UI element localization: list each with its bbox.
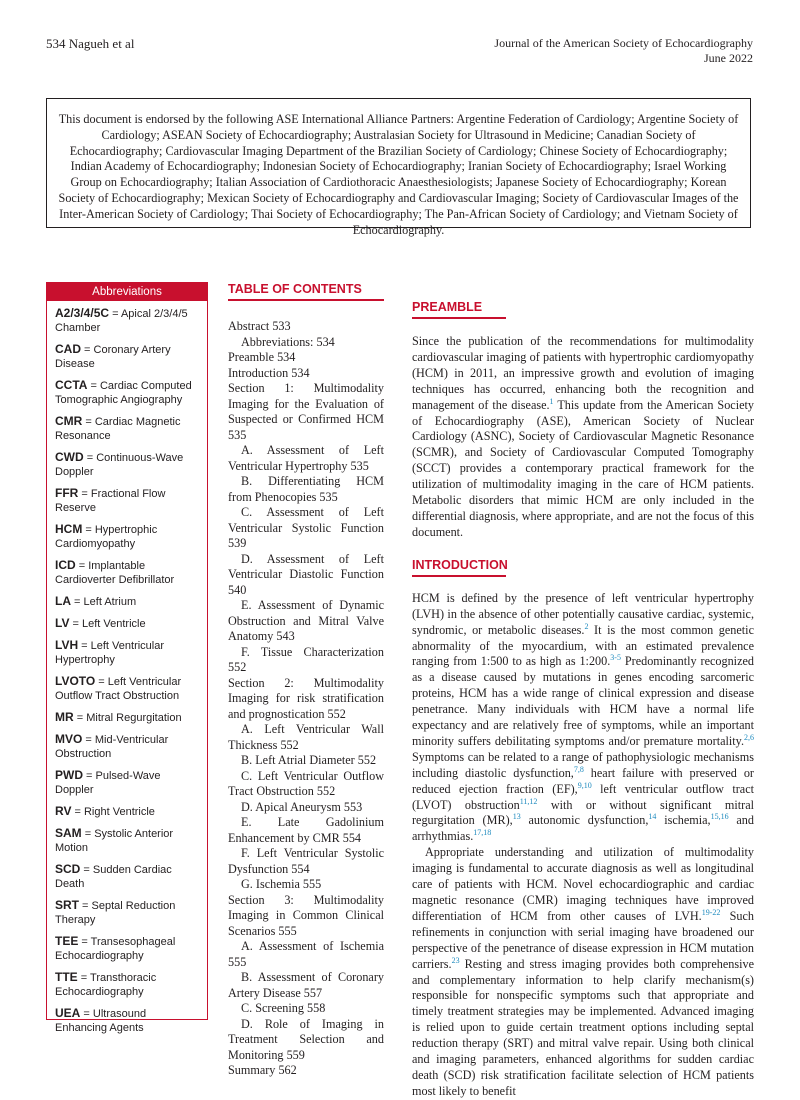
toc-item[interactable]: C. Assessment of Left Ventricular Systolic Function 539 (228, 505, 384, 550)
toc-item[interactable]: Introduction 534 (228, 365, 310, 380)
abbreviation-definition: = Systolic Anterior Motion (55, 828, 174, 854)
citation[interactable]: 19-22 (701, 907, 721, 917)
abbreviation-definition: = Mitral Regurgitation (73, 712, 182, 724)
abbreviation-item (55, 616, 201, 631)
toc-item[interactable]: E. Assessment of Dynamic Obstruction and Mitral Valve Anatomy 543 (228, 598, 384, 643)
abbreviation-item (55, 522, 201, 551)
abbreviation-term: MR (55, 710, 74, 724)
paragraph-text: and arrhythmias. (412, 813, 754, 844)
abbreviation-term: FFR (55, 486, 79, 500)
toc-item[interactable]: Section 1: Multimodality Imaging for the Evaluation of Suspected or Confirmed HCM 535 (228, 381, 384, 442)
toc-item[interactable]: Preamble 534 (228, 350, 296, 364)
paragraph-text: heart failure with preserved or reduced ejection fraction (EF), (412, 765, 754, 796)
abbreviation-item (55, 486, 201, 515)
paragraph-text: with or without significant mitral regurgitation (MR), (412, 797, 754, 828)
preamble-paragraph (412, 334, 754, 541)
abbreviation-item (55, 970, 201, 999)
citation[interactable]: 17,18 (473, 828, 492, 838)
abbreviation-item (55, 826, 201, 855)
abbreviation-item (55, 378, 201, 407)
citation[interactable]: 23 (451, 955, 460, 965)
toc-item[interactable]: D. Apical Aneurysm 553 (241, 799, 363, 814)
abbreviation-item (55, 1006, 201, 1035)
citation[interactable]: 1 (549, 396, 554, 406)
abbreviation-term: CMR (55, 414, 83, 428)
paragraph-text: ischemia, (656, 813, 711, 828)
paragraph-text: Resting and stress imaging provides both comprehensive and complementary information to help clarify mechanism(s) responsible for nonspecific symptoms such that appropriate and timely treatment strategies may be implemented. Advanced imaging is relied upon to guide certain treatment options including septal reduction therapy (SRT) and mitral valve repair. Using both clinical and imaging parameters, enhanced algorithms for sudden cardiac death (SCD) risk stratification facilitate selection of HCM patients most likely to benefit (412, 956, 754, 1098)
abbreviation-term: CAD (55, 342, 81, 356)
abbreviation-definition: = Right Ventricle (71, 806, 155, 818)
table-of-contents (228, 282, 384, 1079)
toc-item[interactable]: F. Tissue Characterization 552 (228, 644, 384, 674)
paragraph-text: It is the most common genetic abnormality of the myocardium, with an estimated prevalence ranging from 1:500 to as high as 1:200. (412, 622, 754, 669)
abbreviation-item (55, 732, 201, 761)
toc-item[interactable]: C. Left Ventricular Outflow Tract Obstruction 552 (228, 768, 384, 798)
abbreviation-definition: = Fractional Flow Reserve (55, 488, 166, 514)
paragraph-text: autonomic dysfunction, (520, 813, 649, 828)
citation[interactable]: 7,8 (573, 764, 584, 774)
abbreviation-definition: = Cardiac Magnetic Resonance (55, 416, 181, 442)
abbreviation-term: ICD (55, 558, 76, 572)
issue-date: June 2022 (704, 51, 753, 65)
abbreviation-definition: = Mid-Ventricular Obstruction (55, 734, 169, 760)
abbreviations-list (47, 301, 207, 1035)
right-column (412, 300, 754, 1100)
abbreviation-term: UEA (55, 1006, 81, 1020)
abbreviation-term: PWD (55, 768, 83, 782)
abbreviation-definition: = Left Atrium (71, 596, 137, 608)
toc-item[interactable]: E. Late Gadolinium Enhancement by CMR 554 (228, 815, 384, 845)
toc-item[interactable]: Abbreviations: 534 (241, 334, 335, 349)
abbreviation-definition: = Hypertrophic Cardiomyopathy (55, 524, 158, 550)
citation[interactable]: 2,6 (744, 732, 754, 742)
abbreviation-definition: = Pulsed-Wave Doppler (55, 770, 161, 796)
abbreviation-term: CCTA (55, 378, 88, 392)
abbreviation-definition: = Ultrasound Enhancing Agents (55, 1008, 147, 1034)
toc-list (228, 319, 384, 1079)
toc-item[interactable]: A. Assessment of Left Ventricular Hypertrophy 535 (228, 443, 384, 473)
abbreviations-title: Abbreviations (47, 283, 207, 301)
abbreviation-item (55, 342, 201, 371)
toc-item[interactable]: Abstract 533 (228, 319, 291, 333)
abbreviation-term: RV (55, 804, 72, 818)
toc-item[interactable]: Section 2: Multimodality Imaging for risk stratification and prognostication 552 (228, 675, 384, 721)
abbreviation-term: HCM (55, 522, 83, 536)
preamble-text-2: This update from the American Society of Echocardiography (ASE), American Society of Nuclear Cardiology (ASNC), Society of Cardiovascular Magnetic Resonance (SCMR), and Society of Cardiovascular Computed Tomography (SCCT) provides a contemporary practical framework for the utilization of multimodality imaging in the care of HCM patients. Metabolic disorders that mimic HCM are only included in the differential diagnosis, where appropriate, and are not the focus of this document. (412, 397, 754, 539)
abbreviation-definition: = Apical 2/3/4/5 Chamber (55, 308, 188, 334)
citation[interactable]: 15,16 (710, 812, 729, 822)
abbreviation-definition: = Continuous-Wave Doppler (55, 452, 184, 478)
abbreviation-term: MVO (55, 732, 83, 746)
toc-item[interactable]: D. Assessment of Left Ventricular Diastolic Function 540 (228, 551, 384, 597)
abbreviation-item (55, 638, 201, 667)
abbreviation-item (55, 450, 201, 479)
endorsement-box (46, 98, 751, 237)
citation[interactable]: 2 (584, 621, 589, 631)
toc-item[interactable]: B. Left Atrial Diameter 552 (241, 753, 377, 767)
abbreviation-term: TTE (55, 970, 78, 984)
toc-item[interactable]: F. Left Ventricular Systolic Dysfunction 554 (228, 846, 384, 876)
abbreviation-definition: = Left Ventricular Hypertrophy (55, 640, 165, 666)
citation[interactable]: 9,10 (577, 780, 592, 790)
endorsement-text: This document is endorsed by the following ASE International Alliance Partners: Argentine Federation of Cardiology; Argentine Society of Cardiology; ASEAN Society of Echocardiography; Australasian Society for Ultrasound in Medicine; Canadian Society of Echocardiography; Cardiovascular Imaging Department of the Brazilian Society of Cardiology; Chinese Society of Echocardiography; Indian Academy of Echocardiography; Indonesian Society of Echocardiography; Iranian Society of Echocardiography; Israel Working Group on Echocardiography; Italian Association of Cardiothoracic Anaesthesiologists; Japanese Society of Echocardiography; Korean Society of Echocardiography; Mexican Society of Echocardiography and Cardiovascular Imaging; Society of Cardiovascular Images of the Inter-American Society of Cardiology; Thai Society of Echocardiography; The Pan-African Society of Cardiology; and Vietnam Society of Echocardiography. (58, 112, 739, 237)
abbreviation-term: LA (55, 594, 71, 608)
toc-item[interactable]: D. Role of Imaging in Treatment Selection and Monitoring 559 (228, 1016, 384, 1062)
abbreviation-term: TEE (55, 934, 79, 948)
toc-item[interactable]: G. Ischemia 555 (241, 877, 322, 891)
abbreviation-item (55, 862, 201, 891)
toc-item[interactable]: A. Assessment of Ischemia 555 (228, 939, 384, 969)
toc-item[interactable]: C. Screening 558 (241, 1001, 326, 1015)
abbreviation-item (55, 594, 201, 609)
abbreviation-term: A2/3/4/5C (55, 306, 110, 320)
paragraph-text: Appropriate understanding and utilization of multimodality imaging is fundamental to accurate diagnosis as well as longitudinal care of patients with HCM. Novel echocardiographic and cardiac magnetic resonance (CMR) imaging techniques have improved differentiation of HCM from other causes of LVH. (412, 845, 754, 923)
paragraph-text: Such refinements in conjunction with serial imaging have broadened our perspective of the penetrance of disease expression in HCM mutation carriers. (412, 908, 754, 971)
running-header-right (494, 36, 753, 66)
preamble-text-1: Since the publication of the recommendations for multimodality cardiovascular imaging of patients with hypertrophic cardiomyopathy (HCM) in 2011, an impressive growth and evolution of imaging techniques has occurred, enhancing both the recognition and management of the disease. (412, 334, 754, 412)
preamble-heading: PREAMBLE (412, 300, 506, 319)
running-header-left: 534 Nagueh et al (46, 36, 135, 51)
toc-item[interactable]: A. Left Ventricular Wall Thickness 552 (228, 722, 384, 752)
abbreviation-definition: = Implantable Cardioverter Defibrillator (55, 560, 175, 586)
abbreviation-definition: = Left Ventricular Outflow Tract Obstruction (55, 676, 182, 702)
citation[interactable]: 14 (648, 812, 657, 822)
abbreviation-definition: = Transesophageal Echocardiography (55, 936, 176, 962)
abbreviations-box (46, 282, 208, 1034)
abbreviation-item (55, 898, 201, 927)
abbreviation-item (55, 768, 201, 797)
abbreviation-definition: = Transthoracic Echocardiography (55, 972, 157, 998)
abbreviation-item (55, 804, 201, 819)
abbreviation-term: SCD (55, 862, 81, 876)
paragraph-text: Symptoms can be related to a range of pathophysiologic mechanisms including diastolic dysfunction, (412, 749, 754, 780)
toc-item[interactable]: B. Assessment of Coronary Artery Disease 557 (228, 970, 384, 1000)
abbreviation-item (55, 306, 201, 335)
citation[interactable]: 3-5 (610, 653, 621, 663)
abbreviation-definition: = Left Ventricle (69, 618, 146, 630)
paragraph-text: left ventricular outflow tract (LVOT) obstruction (412, 781, 754, 812)
abbreviation-item (55, 414, 201, 443)
abbreviation-definition: = Sudden Cardiac Death (55, 864, 172, 890)
citation[interactable]: 11,12 (519, 796, 538, 806)
citation[interactable]: 13 (512, 812, 521, 822)
abbreviation-term: LV (55, 616, 70, 630)
introduction-paragraph-1 (412, 591, 754, 846)
abbreviation-definition: = Cardiac Computed Tomographic Angiography (55, 380, 192, 406)
abbreviation-item (55, 674, 201, 703)
toc-title: TABLE OF CONTENTS (228, 282, 384, 301)
toc-item[interactable]: B. Differentiating HCM from Phenocopies 535 (228, 474, 384, 504)
abbreviation-term: CWD (55, 450, 84, 464)
abbreviation-term: SRT (55, 898, 79, 912)
abbreviation-term: LVOTO (55, 674, 96, 688)
abbreviation-item (55, 558, 201, 587)
paragraph-text: HCM is defined by the presence of left ventricular hypertrophy (LVH) in the absence of other potentially causative cardiac, systemic, syndromic, or metabolic diseases. (412, 590, 754, 637)
abbreviation-item (55, 934, 201, 963)
toc-item[interactable]: Section 3: Multimodality Imaging in Common Clinical Scenarios 555 (228, 892, 384, 938)
introduction-paragraph-2 (412, 845, 754, 1100)
journal-name: Journal of the American Society of Echocardiography (494, 36, 753, 50)
abbreviation-term: LVH (55, 638, 79, 652)
toc-item[interactable]: Summary 562 (228, 1063, 297, 1077)
abbreviation-term: SAM (55, 826, 82, 840)
introduction-heading: INTRODUCTION (412, 558, 506, 577)
abbreviation-item (55, 710, 201, 725)
abbreviation-definition: = Coronary Artery Disease (55, 344, 171, 370)
paragraph-text: Predominantly recognized as a disease caused by mutations in genes encoding sarcomeric proteins, HCM has a wide range of clinical expression and disease penetrance. Many individuals with HCM have a normal life expectancy and are relatively free of symptoms, while an important minority suffers debilitating symptoms and/or premature mortality. (412, 654, 754, 748)
abbreviation-definition: = Septal Reduction Therapy (55, 900, 176, 926)
